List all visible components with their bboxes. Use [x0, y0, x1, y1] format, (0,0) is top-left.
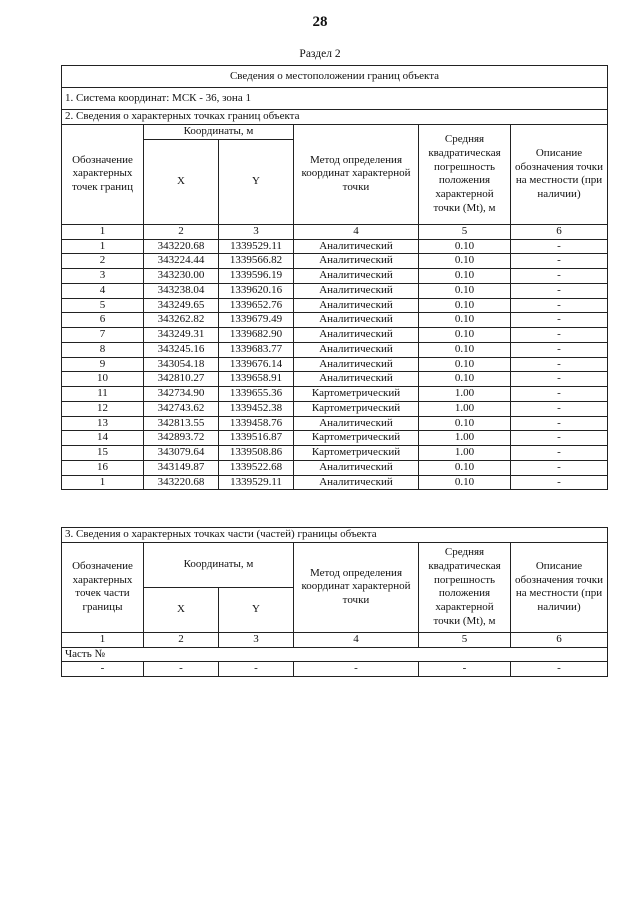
header-description: Описание обозначения точки на местности (при наличии) [511, 542, 608, 632]
table-cell: - [511, 387, 608, 402]
table-cell: - [511, 269, 608, 284]
table-cell: 343224.44 [144, 254, 219, 269]
table-cell: Картометрический [294, 431, 419, 446]
header-description: Описание обозначения точки на местности (при наличии) [511, 124, 608, 224]
table-cell: - [511, 372, 608, 387]
table-cell: - [294, 662, 419, 677]
part-label: Часть № [62, 647, 608, 662]
header-y: Y [219, 587, 294, 632]
table-cell: 0.10 [419, 460, 511, 475]
table-cell: 342893.72 [144, 431, 219, 446]
table-cell: 0.10 [419, 269, 511, 284]
table-cell: 10 [62, 372, 144, 387]
section2-heading: 2. Сведения о характерных точках границ объекта [62, 110, 608, 125]
table-cell: - [511, 298, 608, 313]
table-cell: - [511, 431, 608, 446]
column-number: 4 [294, 224, 419, 239]
table-cell: 1339683.77 [219, 342, 294, 357]
table-cell: - [511, 313, 608, 328]
table-cell: Аналитический [294, 313, 419, 328]
table-cell: 342813.55 [144, 416, 219, 431]
table-cell: 343245.16 [144, 342, 219, 357]
table-cell: 1339508.86 [219, 446, 294, 461]
column-number: 6 [511, 224, 608, 239]
table-cell: - [511, 662, 608, 677]
table-cell: 343054.18 [144, 357, 219, 372]
table-cell: 7 [62, 328, 144, 343]
table-cell: 14 [62, 431, 144, 446]
table-cell: 343220.68 [144, 239, 219, 254]
header-y: Y [219, 139, 294, 224]
table-cell: 5 [62, 298, 144, 313]
coordinate-system: 1. Система координат: МСК - 36, зона 1 [62, 88, 608, 110]
table-cell: - [511, 416, 608, 431]
table-row [62, 283, 608, 298]
table-cell: 1339676.14 [219, 357, 294, 372]
table-row [62, 475, 608, 490]
table-row [62, 298, 608, 313]
table-cell: 9 [62, 357, 144, 372]
table-cell: 342810.27 [144, 372, 219, 387]
table-cell: - [511, 357, 608, 372]
column-number: 2 [144, 632, 219, 647]
table-cell: 0.10 [419, 239, 511, 254]
column-number: 3 [219, 632, 294, 647]
table-cell: 6 [62, 313, 144, 328]
header-method: Метод определения координат характерной точки [294, 542, 419, 632]
table-cell: Аналитический [294, 283, 419, 298]
table-cell: - [511, 283, 608, 298]
table-cell: Аналитический [294, 357, 419, 372]
section3-heading: 3. Сведения о характерных точках части (частей) границы объекта [62, 528, 608, 543]
table-cell: 342743.62 [144, 401, 219, 416]
boundary-points-table [61, 65, 608, 490]
table-cell: - [419, 662, 511, 677]
table-cell: 16 [62, 460, 144, 475]
table-cell: 343238.04 [144, 283, 219, 298]
table-cell: 1339658.91 [219, 372, 294, 387]
table-cell: Аналитический [294, 254, 419, 269]
table-cell: 343249.31 [144, 328, 219, 343]
table-cell: Аналитический [294, 239, 419, 254]
table-cell: 1.00 [419, 431, 511, 446]
table-cell: Картометрический [294, 387, 419, 402]
table-row [62, 313, 608, 328]
table-cell: 1339596.19 [219, 269, 294, 284]
table-row [62, 446, 608, 461]
column-number: 6 [511, 632, 608, 647]
column-number: 1 [62, 224, 144, 239]
table-cell: - [511, 342, 608, 357]
column-numbers-row [62, 224, 608, 239]
table-cell: 1339566.82 [219, 254, 294, 269]
table-cell: 343249.65 [144, 298, 219, 313]
table-cell: - [511, 401, 608, 416]
table-cell: - [511, 328, 608, 343]
header-x: X [144, 587, 219, 632]
table-cell: Аналитический [294, 372, 419, 387]
header-coords: Координаты, м [144, 542, 294, 587]
table-cell: Аналитический [294, 416, 419, 431]
table-row [62, 254, 608, 269]
header-coords: Координаты, м [144, 124, 294, 139]
table-row [62, 357, 608, 372]
header-accuracy: Средняя квадратическая погрешность положения характерной точки (Mt), м [419, 542, 511, 632]
table-cell: 12 [62, 401, 144, 416]
table-row [62, 662, 608, 677]
table-cell: 0.10 [419, 357, 511, 372]
table-cell: 0.10 [419, 475, 511, 490]
table-cell: 1.00 [419, 446, 511, 461]
table-cell: 343079.64 [144, 446, 219, 461]
table-cell: 1.00 [419, 387, 511, 402]
table-cell: 3 [62, 269, 144, 284]
table-cell: - [511, 460, 608, 475]
table-cell: 1.00 [419, 401, 511, 416]
table-row [62, 328, 608, 343]
table-cell: 343149.87 [144, 460, 219, 475]
column-number: 5 [419, 632, 511, 647]
table-cell: 1339529.11 [219, 239, 294, 254]
table-cell: 1339655.36 [219, 387, 294, 402]
table-cell: 1 [62, 475, 144, 490]
table-cell: 1339458.76 [219, 416, 294, 431]
column-number: 2 [144, 224, 219, 239]
table-row [62, 387, 608, 402]
table-cell: 1339652.76 [219, 298, 294, 313]
table-cell: 1339620.16 [219, 283, 294, 298]
table-cell: - [144, 662, 219, 677]
table-row [62, 342, 608, 357]
table-cell: 0.10 [419, 342, 511, 357]
header-x: X [144, 139, 219, 224]
table-cell: 0.10 [419, 416, 511, 431]
column-number: 3 [219, 224, 294, 239]
table-cell: 15 [62, 446, 144, 461]
table-cell: - [219, 662, 294, 677]
table-title: Сведения о местоположении границ объекта [62, 66, 608, 88]
column-number: 4 [294, 632, 419, 647]
page-number: 28 [312, 14, 328, 30]
table-cell: 0.10 [419, 328, 511, 343]
table-cell: 0.10 [419, 283, 511, 298]
table-row [62, 372, 608, 387]
table-cell: 0.10 [419, 254, 511, 269]
table-cell: 343220.68 [144, 475, 219, 490]
table-row [62, 416, 608, 431]
table-cell: 8 [62, 342, 144, 357]
table-cell: Аналитический [294, 460, 419, 475]
table-cell: 342734.90 [144, 387, 219, 402]
table-cell: 1339522.68 [219, 460, 294, 475]
table-cell: 1339682.90 [219, 328, 294, 343]
table-cell: 0.10 [419, 298, 511, 313]
table-row [62, 401, 608, 416]
table-cell: 1339529.11 [219, 475, 294, 490]
table-cell: - [511, 446, 608, 461]
table-cell: 0.10 [419, 372, 511, 387]
table-cell: 343230.00 [144, 269, 219, 284]
table-cell: Аналитический [294, 475, 419, 490]
header-method: Метод определения координат характерной точки [294, 124, 419, 224]
table-cell: Аналитический [294, 328, 419, 343]
table-row [62, 431, 608, 446]
table-cell: 13 [62, 416, 144, 431]
table-cell: 1339679.49 [219, 313, 294, 328]
column-numbers-row [62, 632, 608, 647]
table-row [62, 269, 608, 284]
table-cell: Аналитический [294, 342, 419, 357]
table-cell: - [511, 475, 608, 490]
table-cell: Картометрический [294, 446, 419, 461]
table-cell: Аналитический [294, 298, 419, 313]
table-cell: 1 [62, 239, 144, 254]
section-label: Раздел 2 [299, 48, 341, 60]
table-cell: - [511, 254, 608, 269]
header-point: Обозначение характерных точек части границы [62, 542, 144, 632]
column-number: 5 [419, 224, 511, 239]
table-cell: 0.10 [419, 313, 511, 328]
table-cell: Аналитический [294, 269, 419, 284]
table-cell: 1339452.38 [219, 401, 294, 416]
header-point: Обозначение характерных точек границ [62, 124, 144, 224]
table-row [62, 460, 608, 475]
table-cell: 11 [62, 387, 144, 402]
column-number: 1 [62, 632, 144, 647]
table-cell: 343262.82 [144, 313, 219, 328]
table-cell: - [62, 662, 144, 677]
table-cell: Картометрический [294, 401, 419, 416]
header-accuracy: Средняя квадратическая погрешность положения характерной точки (Mt), м [419, 124, 511, 224]
table-cell: 2 [62, 254, 144, 269]
part-points-table [61, 527, 608, 677]
table-row [62, 239, 608, 254]
table-cell: 4 [62, 283, 144, 298]
table-cell: 1339516.87 [219, 431, 294, 446]
table-cell: - [511, 239, 608, 254]
